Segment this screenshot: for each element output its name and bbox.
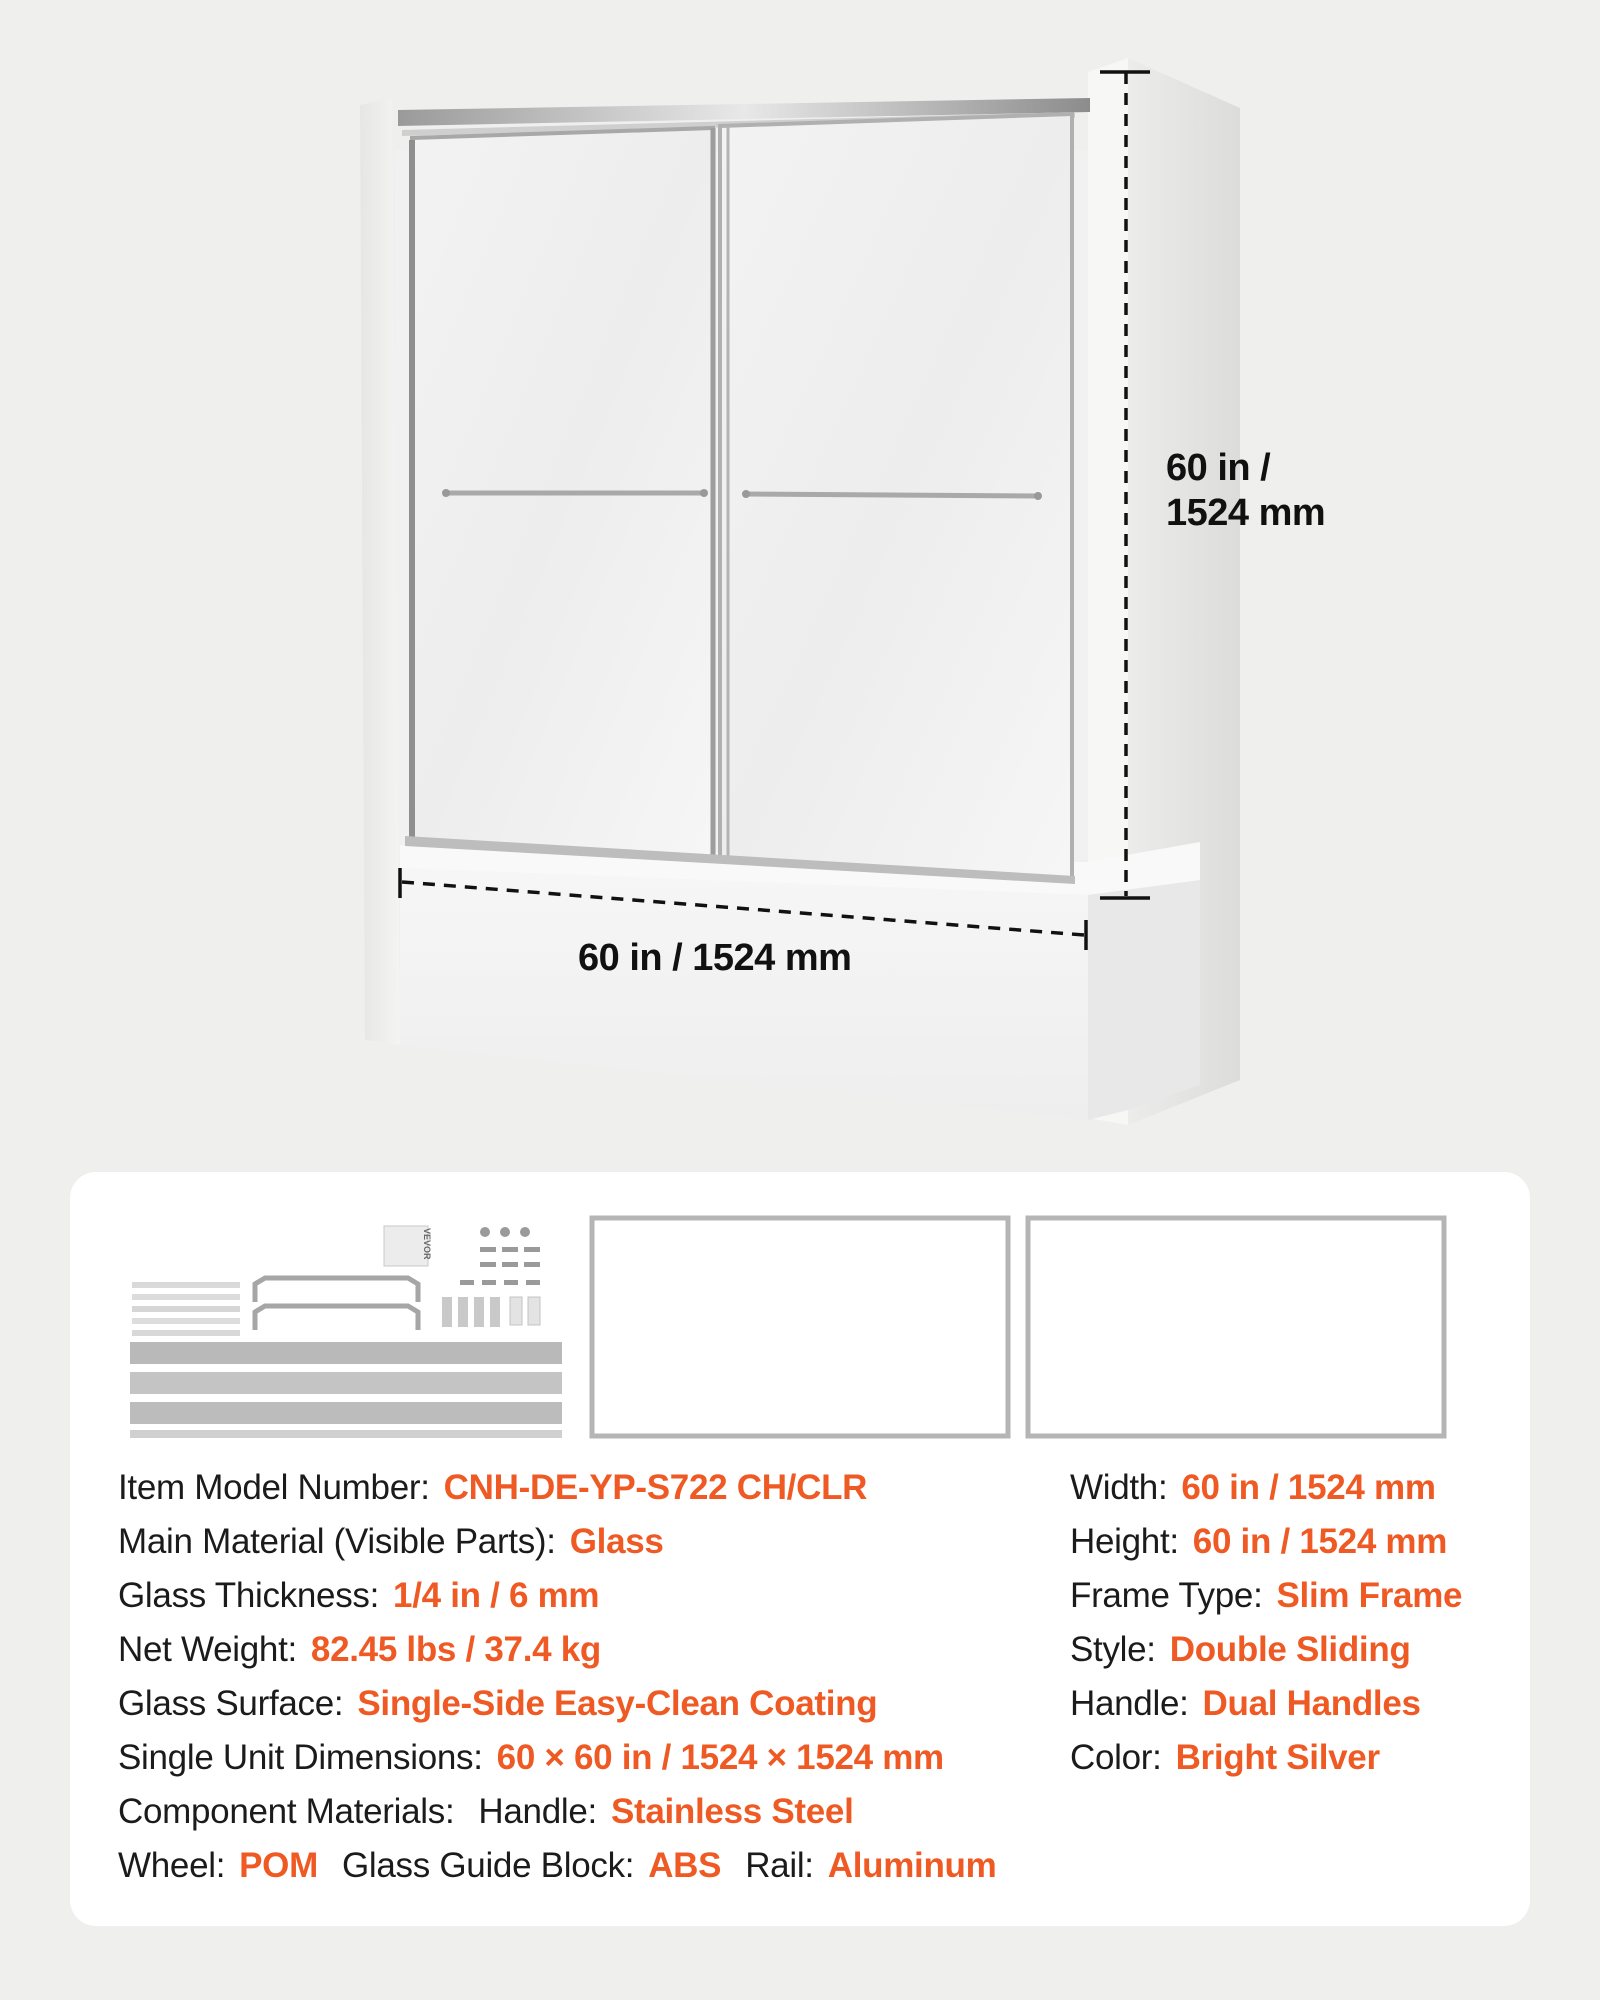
spec-main-material: [118, 1522, 664, 1562]
tub-side: [1088, 880, 1200, 1120]
spec-color: [1070, 1738, 1380, 1778]
spec-label: Main Material (Visible Parts):: [118, 1522, 556, 1561]
bathtub-front: [400, 868, 1088, 1120]
width-dimension-label: 60 in / 1524 mm: [578, 937, 852, 979]
spec-glass-surface: [118, 1684, 877, 1724]
height-dimension-label: [1166, 446, 1426, 536]
spec-width: [1070, 1468, 1436, 1508]
glass-panel-thumbnail-2: [1028, 1218, 1444, 1436]
glass-panel-thumbnail-1: [592, 1218, 1008, 1436]
towel-bar-right: [746, 494, 1038, 496]
spec-label: Net Weight:: [118, 1630, 297, 1669]
spec-label: Style:: [1070, 1630, 1156, 1669]
spec-glass-thickness: [118, 1576, 599, 1616]
spec-value: Single-Side Easy-Clean Coating: [357, 1684, 878, 1723]
spec-component-materials-2: [118, 1846, 996, 1886]
spec-label: Color:: [1070, 1738, 1162, 1777]
spec-value: Glass: [569, 1522, 664, 1561]
spec-value: Bright Silver: [1175, 1738, 1380, 1777]
spec-model-number: [118, 1468, 867, 1508]
spec-style: [1070, 1630, 1411, 1670]
spec-value: ABS: [648, 1846, 722, 1885]
spec-value: POM: [239, 1846, 318, 1885]
spec-label: Width:: [1070, 1468, 1168, 1507]
height-line-2: 1524 mm: [1166, 491, 1326, 534]
spec-handle: [1070, 1684, 1421, 1724]
spec-height: [1070, 1522, 1447, 1562]
spec-value: Aluminum: [827, 1846, 997, 1885]
spec-value: Dual Handles: [1202, 1684, 1421, 1723]
spec-label: Component Materials:: [118, 1792, 455, 1831]
height-line-1: 60 in /: [1166, 447, 1271, 489]
spec-label: Item Model Number:: [118, 1468, 430, 1507]
spec-label: Frame Type:: [1070, 1576, 1263, 1615]
seal-strips: [132, 1282, 240, 1336]
spec-value: 60 in / 1524 mm: [1181, 1468, 1436, 1507]
spec-value: CNH-DE-YP-S722 CH/CLR: [443, 1468, 868, 1507]
spec-value: Slim Frame: [1276, 1576, 1463, 1615]
package-contents: [70, 1172, 1530, 1452]
spec-unit-dimensions: [118, 1738, 944, 1778]
spec-label: Handle:: [478, 1792, 597, 1831]
spec-label: Glass Surface:: [118, 1684, 344, 1723]
spec-component-materials: [118, 1792, 854, 1832]
spec-label: Glass Guide Block:: [341, 1846, 635, 1885]
spec-label: Single Unit Dimensions:: [118, 1738, 483, 1777]
spec-label: Rail:: [745, 1846, 814, 1885]
spec-value: Double Sliding: [1169, 1630, 1411, 1669]
spec-value: Stainless Steel: [610, 1792, 854, 1831]
spec-label: Wheel:: [118, 1846, 226, 1885]
vevor-logo: VEVOR: [422, 1228, 432, 1260]
left-wall: [360, 98, 400, 1045]
handle-bars: [255, 1278, 418, 1330]
spec-value: 82.45 lbs / 37.4 kg: [310, 1630, 601, 1669]
spec-value: 60 × 60 in / 1524 × 1524 mm: [496, 1738, 944, 1777]
spec-net-weight: [118, 1630, 601, 1670]
spec-card: [70, 1172, 1530, 1926]
rails: [130, 1342, 562, 1438]
spec-value: 60 in / 1524 mm: [1192, 1522, 1448, 1561]
spec-label: Handle:: [1070, 1684, 1189, 1723]
spec-label: Glass Thickness:: [118, 1576, 380, 1615]
spec-label: Height:: [1070, 1522, 1179, 1561]
spec-value: 1/4 in / 6 mm: [393, 1576, 600, 1615]
spec-frame-type: [1070, 1576, 1462, 1616]
